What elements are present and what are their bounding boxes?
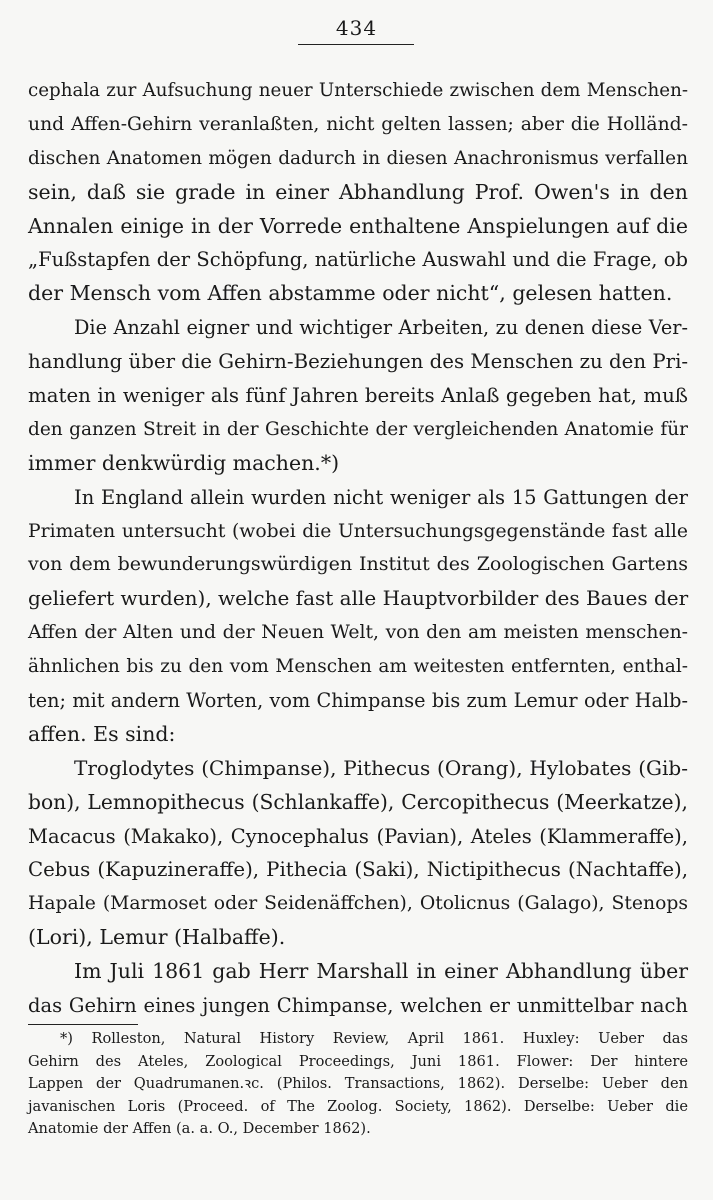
species-line: (Lori), Lemur (Halbaffe). — [28, 925, 286, 950]
body-text — [28, 74, 688, 1023]
text-line: handlung über die Gehirn-Beziehungen des Menschen zu den Pri- — [28, 350, 689, 374]
footnote-line: *) Rolleston, Natural History Review, April 1861. Huxley: Ueber das — [60, 1030, 688, 1047]
species-line: Cebus (Kapuzineraffe), Pithecia (Saki), Nictipithecus (Nachtaffe), — [28, 858, 688, 882]
text-line: immer denkwürdig machen.*) — [28, 450, 340, 475]
page-number: 434 — [335, 16, 378, 40]
footnote-rule — [28, 1024, 138, 1025]
text-line: ähnlichen bis zu den vom Menschen am weitesten entfernten, enthal- — [28, 656, 688, 678]
footnote-line: javanischen Loris (Proceed. of The Zoolog. Society, 1862). Derselbe: Ueber die — [28, 1097, 688, 1115]
text-line: das Gehirn eines jungen Chimpanse, welchen er unmittelbar nach — [28, 994, 688, 1018]
text-line: den ganzen Streit in der Geschichte der vergleichenden Anatomie für — [28, 418, 688, 440]
text-line: „Fußstapfen der Schöpfung, natürliche Auswahl und die Frage, ob — [28, 248, 688, 272]
text-line: Affen der Alten und der Neuen Welt, von den am meisten menschen- — [28, 622, 688, 644]
footnotes — [28, 1028, 688, 1141]
text-line: Die Anzahl eigner und wichtiger Arbeiten, zu denen diese Ver- — [74, 316, 688, 340]
text-line: ten; mit andern Worten, vom Chimpanse bis zum Lemur oder Halb- — [28, 689, 688, 713]
text-line: affen. Es sind: — [28, 721, 176, 746]
footnote-line: Gehirn des Ateles, Zoological Proceedings, Juni 1861. Flower: Der hintere — [28, 1052, 688, 1070]
text-line: geliefert wurden), welche fast alle Hauptvorbilder des Baues der — [28, 586, 689, 611]
text-line: In England allein wurden nicht weniger als 15 Gattungen der — [74, 485, 688, 509]
text-line: der Mensch vom Affen abstamme oder nicht“, gelesen hatten. — [28, 281, 673, 306]
text-line: maten in weniger als fünf Jahren bereits Anlaß gegeben hat, muß — [28, 384, 688, 408]
species-line: Hapale (Marmoset oder Seidenäffchen), Otolicnus (Galago), Stenops — [28, 893, 688, 915]
text-line: Im Juli 1861 gab Herr Marshall in einer Abhandlung über — [74, 959, 688, 984]
text-line: Annalen einige in der Vorrede enthaltene Anspielungen auf die — [28, 213, 688, 238]
text-line: Primaten untersucht (wobei die Untersuchungsgegenstände fast alle — [28, 520, 688, 542]
footnote-line: Anatomie der Affen (a. a. O., December 1862). — [28, 1120, 371, 1138]
text-line: dischen Anatomen mögen dadurch in diesen Anachronismus verfallen — [28, 147, 688, 169]
header-rule — [298, 44, 414, 45]
text-line: und Affen-Gehirn veranlaßten, nicht gelten lassen; aber die Holländ- — [28, 113, 688, 135]
species-line: bon), Lemnopithecus (Schlankaffe), Cercopithecus (Meerkatze), — [28, 789, 688, 814]
text-line: cephala zur Aufsuchung neuer Unterschiede zwischen dem Menschen- — [28, 80, 688, 101]
footnote-line: Lappen der Quadrumanen.ꝛc. (Philos. Transactions, 1862). Derselbe: Ueber den — [28, 1075, 688, 1093]
species-line: Troglodytes (Chimpanse), Pithecus (Orang), Hylobates (Gib- — [74, 755, 688, 780]
text-line: sein, daß sie grade in einer Abhandlung Prof. Owen's in den — [28, 179, 688, 204]
text-line: von dem bewunderungswürdigen Institut des Zoologischen Gartens — [28, 553, 688, 576]
species-line: Macacus (Makako), Cynocephalus (Pavian), Ateles (Klammeraffe), — [28, 824, 688, 848]
